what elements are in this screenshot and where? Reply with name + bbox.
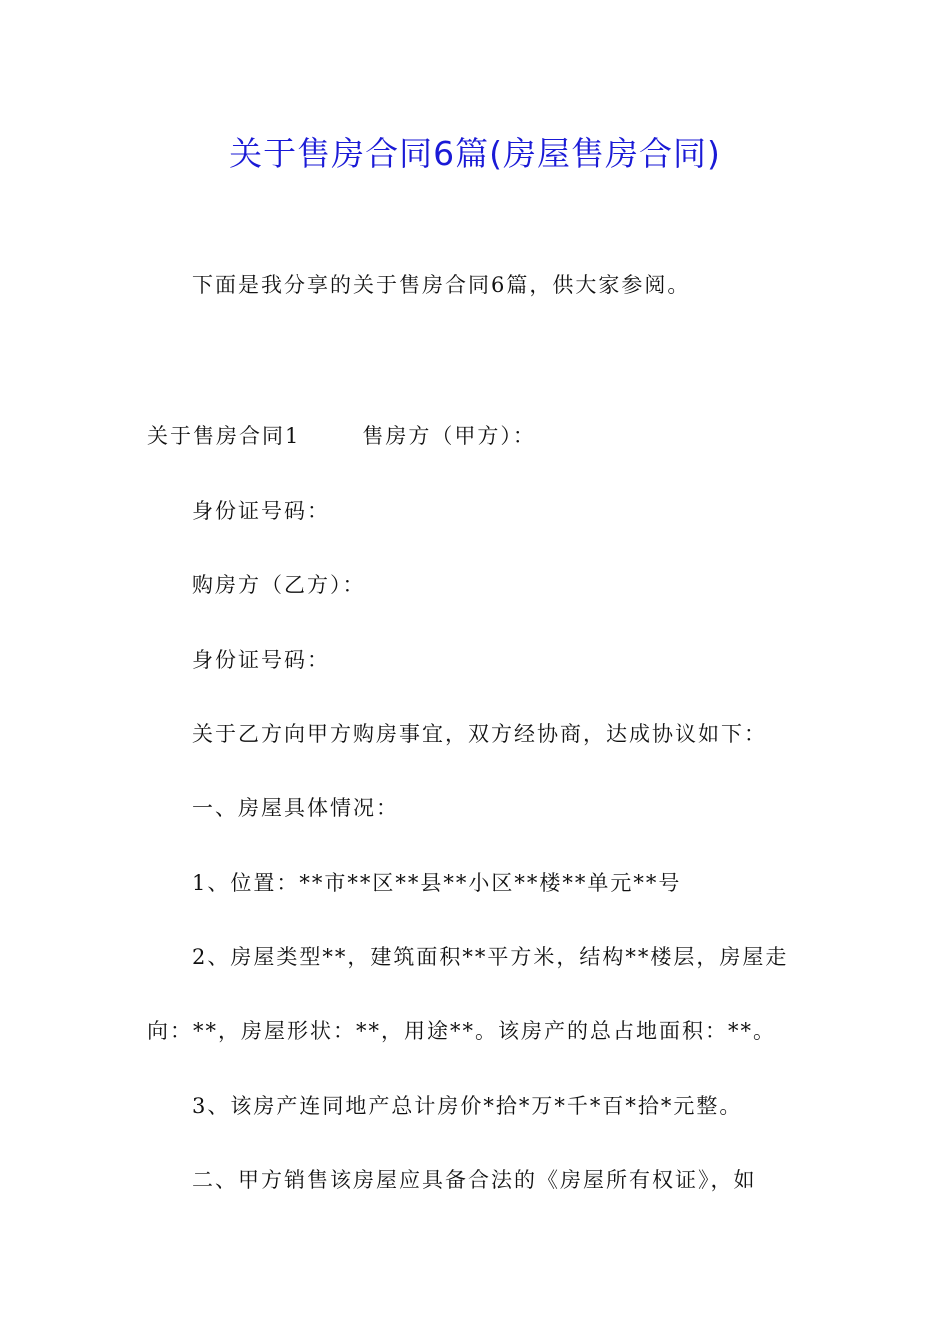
clause-item-2-line1: 2、房屋类型**，建筑面积**平方米，结构**楼层，房屋走	[192, 945, 789, 969]
clause-item-3: 3、该房产连同地产总计房价*拾*万*千*百*拾*元整。	[192, 1094, 743, 1118]
seller-label: 售房方（甲方）：	[362, 424, 536, 448]
document-title: 关于售房合同6篇(房屋售房合同)	[229, 134, 721, 173]
buyer-label: 购房方（乙方）：	[192, 573, 366, 597]
clause-two: 二、甲方销售该房屋应具备合法的《房屋所有权证》，如	[192, 1168, 757, 1192]
clause-one-heading: 一、房屋具体情况：	[192, 796, 399, 820]
seller-id-label: 身份证号码：	[192, 499, 330, 523]
clause-item-2-line2: 向：**，房屋形状：**，用途**。该房产的总占地面积：**。	[147, 1019, 776, 1043]
agreement-intro: 关于乙方向甲方购房事宜，双方经协商，达成协议如下：	[192, 722, 767, 746]
section-heading-line	[147, 421, 536, 451]
intro-paragraph: 下面是我分享的关于售房合同6篇，供大家参阅。	[192, 273, 691, 297]
clause-item-1: 1、位置：**市**区**县**小区**楼**单元**号	[192, 871, 682, 895]
section-heading: 关于售房合同1	[147, 424, 301, 448]
buyer-id-label: 身份证号码：	[192, 648, 330, 672]
